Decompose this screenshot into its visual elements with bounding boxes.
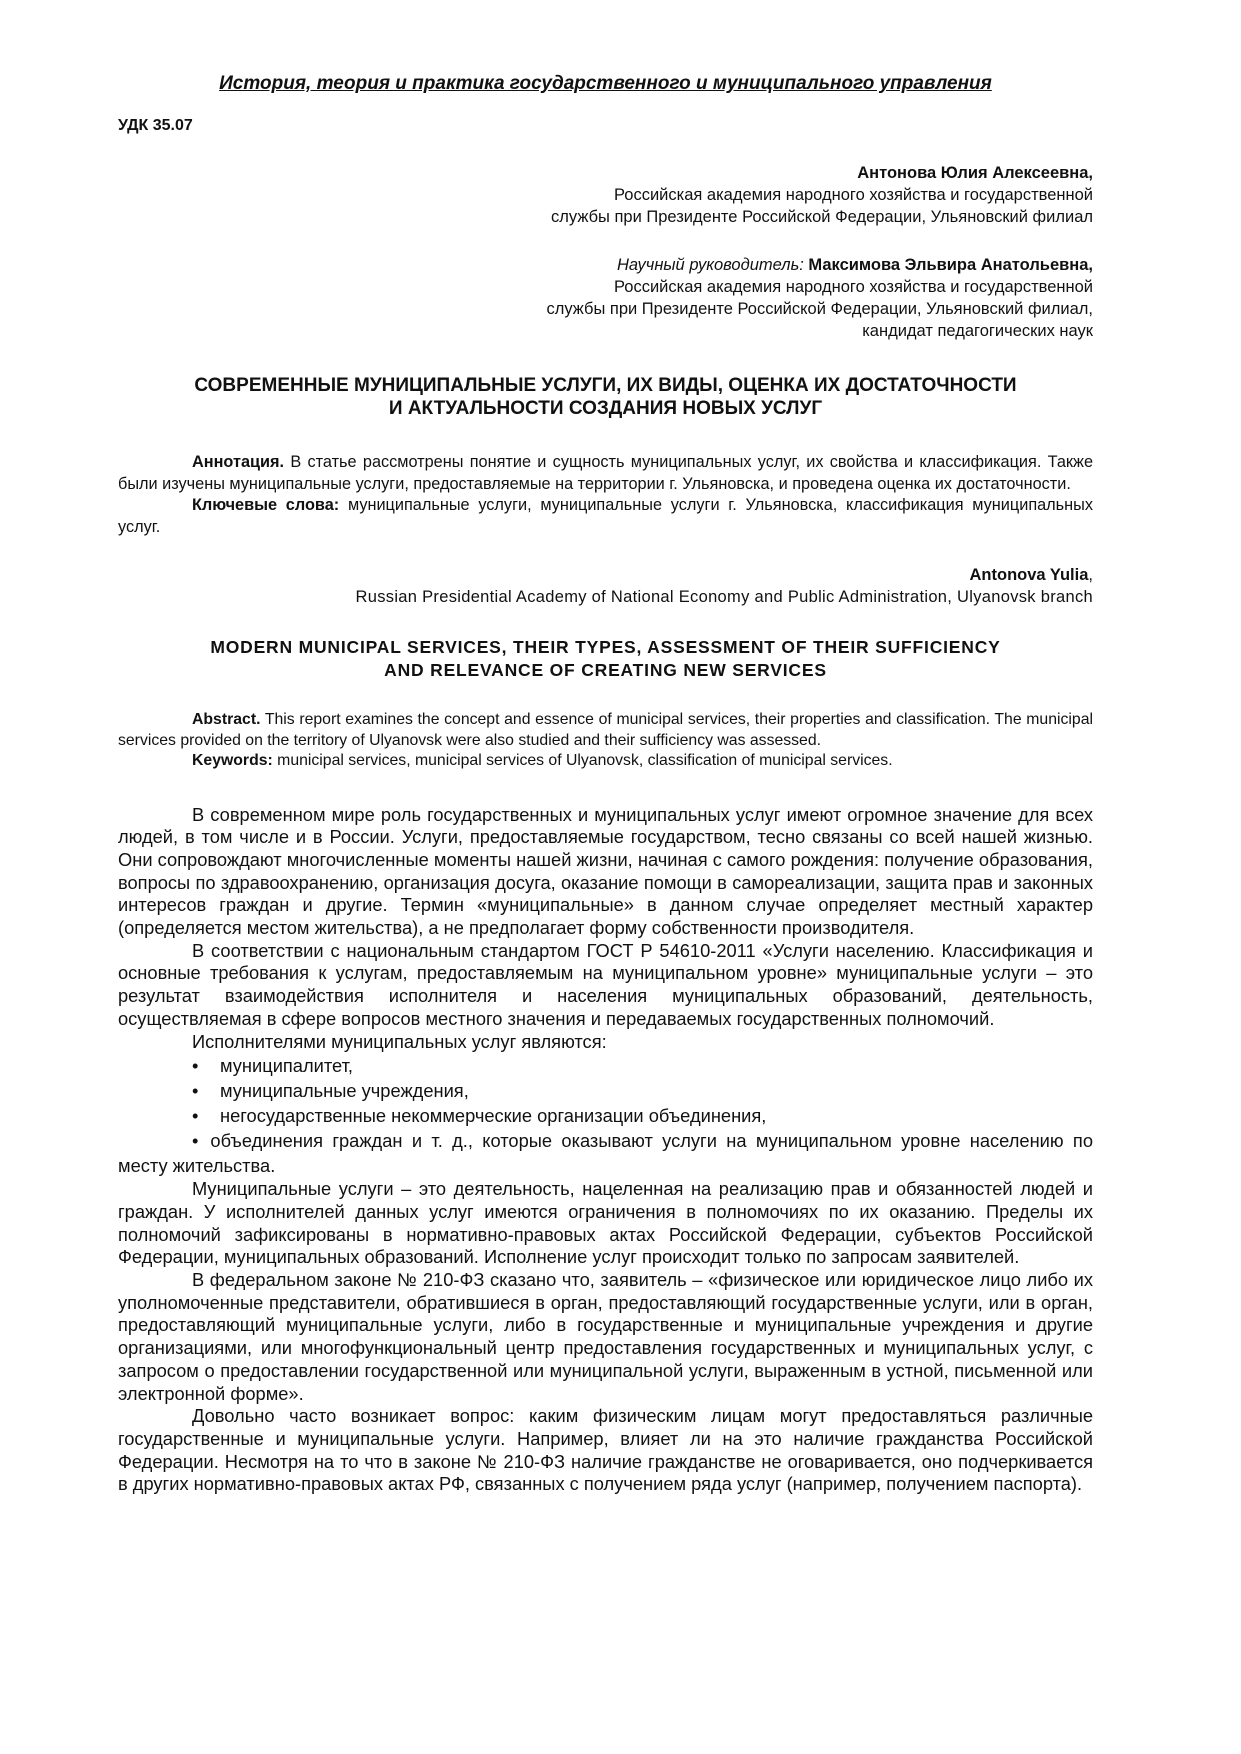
title-en-line2: AND RELEVANCE OF CREATING NEW SERVICES (384, 660, 827, 680)
title-ru-line2: И АКТУАЛЬНОСТИ СОЗДАНИЯ НОВЫХ УСЛУГ (388, 398, 823, 419)
author-name: Антонова Юлия Алексеевна, (857, 164, 1093, 182)
abstract-label: Abstract. (192, 711, 261, 728)
keywords-ru-label: Ключевые слова: (192, 496, 340, 514)
supervisor-affiliation-line2: службы при Президенте Российской Федерации, Ульяновский филиал, (546, 300, 1093, 318)
performers-list (118, 1053, 1093, 1178)
abstract-en (118, 710, 1093, 772)
bullet-icon: • (192, 1080, 199, 1102)
list-item: • муниципальные учреждения, (192, 1080, 469, 1102)
list-item: • муниципалитет, (192, 1055, 354, 1077)
annotation-label: Аннотация. (192, 453, 285, 471)
body-paragraph-6: Довольно часто возникает вопрос: каким физическим лицам могут предоставляться различные государственные и муниципальные услуги. Например, влияет ли на это наличие гражданства Российской Федерации. Несмотря на то что в законе № 210-ФЗ наличие гражданстве не оговаривается, оно подчеркивается в других нормативно-правовых актах РФ, связанных с получением ряда услуг (например, получением паспорта). (118, 1405, 1093, 1495)
supervisor-name: Максимова Эльвира Анатольевна, (808, 256, 1093, 274)
keywords-ru-text: муниципальные услуги, муниципальные услуги г. Ульяновска, классификация муниципальных услуг. (118, 496, 1094, 536)
keywords-ru-paragraph (118, 495, 1093, 538)
supervisor-degree: кандидат педагогических наук (862, 322, 1093, 340)
author-en-name: Antonova Yulia (969, 566, 1089, 584)
list-item: • негосударственные некоммерческие организации объединения, (192, 1105, 767, 1127)
author-en-block (118, 564, 1093, 608)
title-ru-line1: СОВРЕМЕННЫЕ МУНИЦИПАЛЬНЫЕ УСЛУГИ, ИХ ВИДЫ, ОЦЕНКА ИХ ДОСТАТОЧНОСТИ (194, 375, 1017, 396)
supervisor-block (118, 254, 1093, 342)
article-page (118, 72, 1093, 1496)
supervisor-heading (118, 254, 1093, 276)
keywords-en-text: municipal services, municipal services of Ulyanovsk, classification of municipal services. (272, 752, 893, 769)
annotation-text: В статье рассмотрены понятие и сущность муниципальных услуг, их свойства и классификация. Также были изучены муниципальные услуги, предоставляемые на территории г. Ульяновска, и проведена оценка их достаточности. (118, 453, 1093, 493)
abstract-paragraph (118, 710, 1093, 751)
author-en-name-suffix: , (1088, 566, 1093, 584)
body-paragraph-3: Исполнителями муниципальных услуг являются: (192, 1030, 607, 1052)
author-en-affiliation: Russian Presidential Academy of National Economy and Public Administration, Ulyanovsk branch (355, 588, 1093, 606)
body-paragraph-2: В соответствии с национальным стандартом ГОСТ Р 54610-2011 «Услуги населению. Классификация и основные требования к услугам, предоставляемым на муниципальном уровне» муниципальные услуги – это результат взаимодействия исполнителя и населения муниципальных образований, деятельность, осуществляемая в сфере вопросов местного значения и передаваемых государственных полномочий. (118, 939, 1093, 1029)
article-body (118, 804, 1093, 1497)
title-en-line1: MODERN MUNICIPAL SERVICES, THEIR TYPES, ASSESSMENT OF THEIR SUFFICIENCY (210, 637, 1001, 657)
keywords-en-paragraph (118, 751, 1093, 772)
author-affiliation-line2: службы при Президенте Российской Федерации, Ульяновский филиал (551, 208, 1093, 226)
supervisor-affiliation-line1: Российская академия народного хозяйства и государственной (613, 278, 1093, 296)
article-title-ru (118, 374, 1093, 420)
author-block (118, 162, 1093, 228)
body-paragraph-4: Муниципальные услуги – это деятельность, нацеленная на реализацию прав и обязанностей людей и граждан. У исполнителей данных услуг имеются ограничения в полномочиях по их оказанию. Пределы их полномочий зафиксированы в нормативно-правовых актах Российской Федерации, субъектов Российской Федерации, муниципальных образований. Исполнение услуг происходит только по запросам заявителей. (118, 1178, 1093, 1268)
udk-code: УДК 35.07 (118, 117, 193, 134)
list-item: • объединения граждан и т. д., которые оказывают услуги на муниципальном уровне населению по месту жительства. (118, 1130, 1093, 1177)
body-paragraph-5: В федеральном законе № 210-ФЗ сказано что, заявитель – «физическое или юридическое лицо либо их уполномоченные представители, обратившиеся в орган, предоставляющий государственные услуги, или в орган, предоставляющий муниципальные услуги, либо в государственные и муниципальные учреждения и другие организациями, или многофункциональный центр предоставления государственных и муниципальных услуг, с запросом о предоставлении государственной или муниципальной услуги, выраженным в устной, письменной или электронной форме». (118, 1269, 1093, 1404)
body-paragraph-1: В современном мире роль государственных и муниципальных услуг имеют огромное значение для всех людей, в том числе и в России. Услуги, предоставляемые государством, тесно связаны со всей нашей жизнью. Они сопровождают многочисленные моменты нашей жизни, начиная с самого рождения: получение образования, вопросы по здравоохранению, организация досуга, оказание помощи в самореализации, защита прав и законных интересов граждан и другие. Термин «муниципальные» в данном случае определяет местный характер (определяется местом жительства), а не предполагает форму собственности производителя. (118, 803, 1093, 939)
supervisor-label: Научный руководитель: (617, 256, 804, 274)
author-affiliation-line1: Российская академия народного хозяйства и государственной (613, 186, 1093, 204)
abstract-text: This report examines the concept and essence of municipal services, their properties and classification. The municipal services provided on the territory of Ulyanovsk were also studied and their sufficiency was assessed. (118, 711, 1093, 749)
bullet-icon: • (192, 1105, 199, 1127)
author-en-heading (118, 564, 1093, 586)
annotation-ru (118, 452, 1093, 538)
article-title-en (118, 636, 1093, 682)
journal-title: История, теория и практика государственного и муниципального управления (219, 73, 992, 94)
annotation-paragraph (118, 452, 1093, 495)
keywords-en-label: Keywords: (192, 752, 273, 769)
bullet-icon: • (192, 1130, 199, 1152)
bullet-icon: • (192, 1055, 199, 1077)
